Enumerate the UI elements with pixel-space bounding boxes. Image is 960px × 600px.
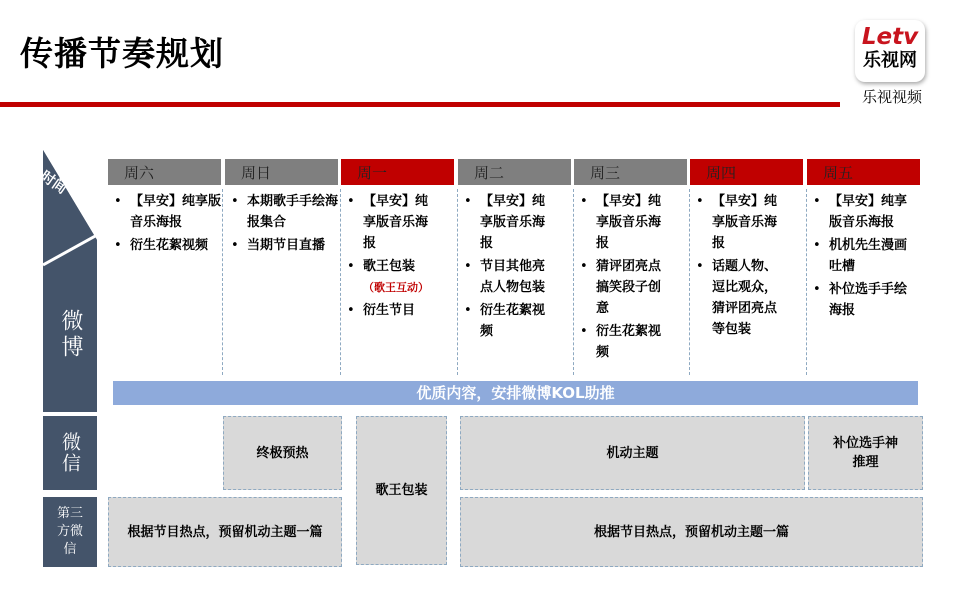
list-item: • 【早安】纯享版音乐海报 [807, 191, 908, 233]
day-header-fri: 周五 [807, 159, 920, 185]
box-final-preheat-text: 终极预热 [256, 445, 309, 461]
list-item: • 当期节目直播 [225, 235, 340, 256]
day-header-mon: 周一 [341, 159, 454, 185]
list-item: • 节目其他亮点人物包装 [458, 256, 547, 298]
day-header-wed: 周三 [574, 159, 687, 185]
box-final-preheat [223, 416, 342, 490]
time-label: 时间 [37, 168, 70, 198]
box-singer-king-text: 歌王包装 [375, 483, 428, 498]
weibo-column-thu [690, 189, 807, 375]
list-item: • 【早安】纯享版音乐海报 [574, 191, 671, 254]
list-item: • 衍生花絮视频 [574, 321, 671, 363]
weibo-column-mon [341, 189, 458, 375]
box-third-party-left [108, 497, 342, 567]
box-flexible-topic-text: 机动主题 [606, 445, 659, 461]
logo-chinese: 乐视网 [863, 50, 917, 71]
list-item: • 衍生花絮视频 [108, 235, 222, 256]
row-label-weibo: 微博 [58, 309, 83, 361]
row-label-weixin-text: 微信 [59, 432, 81, 474]
weibo-column-wed [574, 189, 690, 375]
row-label-third-text: 第三方微信 [56, 506, 83, 557]
list-item: • 【早安】纯享版音乐海报 [458, 191, 547, 254]
list-item [341, 256, 431, 298]
row-label-weixin [43, 416, 97, 490]
day-header-thu: 周四 [690, 159, 803, 185]
list-item: • 机机先生漫画吐槽 [807, 235, 908, 277]
day-header-sat: 周六 [108, 159, 221, 185]
list-item: • 本期歌手手绘海报集合 [225, 191, 340, 233]
list-item: • 【早安】纯享版音乐海报 [690, 191, 788, 254]
box-third-party-right-text: 根据节目热点，预留机动主题一篇 [593, 524, 789, 540]
weibo-column-sat [108, 189, 223, 375]
weibo-column-fri [807, 189, 918, 375]
logo-wordmark: Letv [861, 24, 919, 50]
logo-caption: 乐视视频 [861, 88, 922, 106]
day-header-sun: 周日 [225, 159, 338, 185]
list-item-note: （歌王互动） [363, 281, 429, 294]
list-item: • 补位选手手绘海报 [807, 279, 908, 321]
row-label-third-party-weixin [43, 497, 97, 567]
letv-logo [855, 20, 925, 82]
list-item: • 衍生花絮视频 [458, 300, 547, 342]
box-flexible-topic [460, 416, 805, 490]
box-backup-singer [808, 416, 923, 490]
list-item: • 衍生节目 [341, 300, 431, 321]
list-item-text: 歌王包装 [363, 259, 416, 274]
weibo-column-sun [225, 189, 341, 375]
page-title: 传播节奏规划 [20, 34, 224, 73]
box-third-party-left-text: 根据节目热点，预留机动主题一篇 [127, 524, 323, 540]
kol-boost-bar: 优质内容，安排微博KOL助推 [113, 381, 918, 405]
weibo-column-tue [458, 189, 574, 375]
list-item: • 话题人物、逗比观众，猜评团亮点等包装 [690, 256, 788, 340]
box-singer-king-package [356, 416, 447, 565]
title-underline [0, 102, 840, 107]
box-third-party-right [460, 497, 923, 567]
box-backup-singer-text: 补位选手神推理 [832, 436, 898, 470]
list-item: • 【早安】纯享版音乐海报 [341, 191, 431, 254]
day-header-tue: 周二 [458, 159, 571, 185]
list-item: • 猜评团亮点搞笑段子创意 [574, 256, 671, 319]
list-item: • 【早安】纯享版音乐海报 [108, 191, 222, 233]
